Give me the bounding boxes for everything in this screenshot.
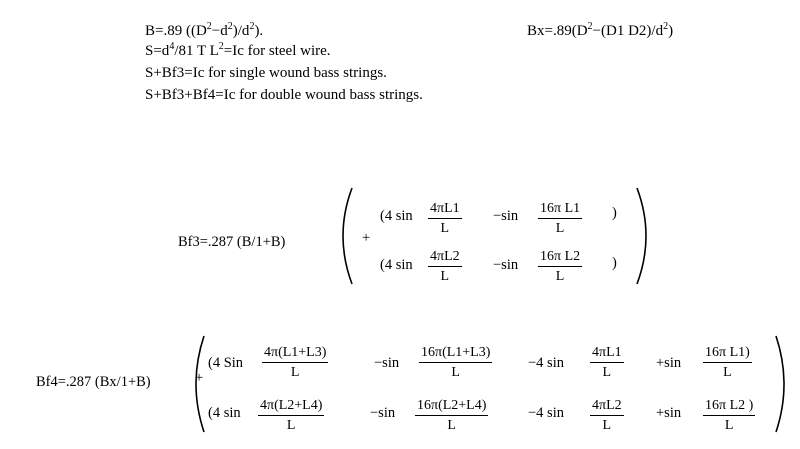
denominator: L	[451, 365, 460, 380]
denominator: L	[290, 365, 300, 380]
bf3-plus: +	[362, 230, 371, 246]
eq-text: )	[668, 23, 674, 39]
denominator: L	[447, 418, 456, 433]
equation-bx-definition	[527, 21, 674, 39]
numerator: 4πL1	[590, 346, 624, 363]
numerator: 16π L1	[538, 202, 582, 219]
exponent: 2	[587, 21, 593, 32]
denominator: L	[555, 221, 565, 236]
denominator: L	[440, 269, 450, 284]
bf3-row1-open: (4 sin	[380, 208, 413, 224]
bf4-right-paren	[772, 334, 794, 434]
numerator: 4π(L1+L3)	[262, 346, 328, 363]
bf3-row2-close: )	[612, 255, 617, 271]
bf4-row2-plus-sin: +sin	[656, 405, 682, 421]
eq-text: )/d	[232, 23, 250, 39]
denominator: L	[440, 221, 450, 236]
numerator: 16π(L1+L3)	[419, 346, 492, 363]
exponent: 2	[218, 41, 224, 52]
bf3-lhs: Bf3=.287 (B/1+B)	[178, 234, 286, 250]
denominator: L	[602, 418, 612, 433]
denominator: L	[602, 365, 612, 380]
bf3-row1-minus: −sin	[493, 208, 519, 224]
denominator: L	[724, 418, 734, 433]
exponent: 2	[206, 21, 212, 32]
bf4-row1-frac4	[703, 346, 752, 380]
eq-text: −(D1 D2)/d	[592, 23, 664, 39]
denominator: L	[723, 365, 732, 380]
eq-text: =Ic for steel wire.	[223, 43, 331, 59]
bf4-row1-minus-4sin: −4 sin	[528, 355, 564, 371]
bf3-row1-frac1	[428, 202, 462, 236]
exponent: 2	[227, 21, 233, 32]
bf3-right-paren	[633, 186, 657, 286]
bf4-lhs: Bf4=.287 (Bx/1+B)	[36, 374, 151, 390]
bf3-left-paren	[332, 186, 356, 286]
numerator: 4π(L2+L4)	[258, 399, 324, 416]
eq-text: B=.89 ((D	[145, 23, 207, 39]
numerator: 4πL2	[590, 399, 624, 416]
bf4-row1-frac2	[419, 346, 492, 380]
bf4-row1-frac3	[590, 346, 624, 380]
numerator: 4πL1	[428, 202, 462, 219]
bf4-row2-frac3	[590, 399, 624, 433]
numerator: 16π L2	[538, 250, 582, 267]
numerator: 16π L2 )	[703, 399, 755, 416]
eq-text: Bx=.89(D	[527, 23, 588, 39]
bf4-row2-minus-4sin: −4 sin	[528, 405, 564, 421]
exponent: 2	[663, 21, 669, 32]
bf3-row2-minus: −sin	[493, 257, 519, 273]
eq-text: S=d	[145, 43, 170, 59]
bf4-row2-frac2	[415, 399, 488, 433]
bf4-row2-frac1	[258, 399, 324, 433]
bf4-row1-plus-sin: +sin	[656, 355, 682, 371]
bf4-row2-frac4	[703, 399, 755, 433]
numerator: 16π(L2+L4)	[415, 399, 488, 416]
equation-b-definition	[145, 21, 264, 39]
bf3-row1-frac2	[538, 202, 582, 236]
denominator: L	[286, 418, 296, 433]
numerator: 16π L1)	[703, 346, 752, 363]
eq-text: /81 T L	[174, 43, 219, 59]
bf4-row1-frac1	[262, 346, 328, 380]
bf4-row1-open: (4 Sin	[208, 355, 244, 371]
exponent: 4	[169, 41, 175, 52]
bf4-row2-minus-sin: −sin	[370, 405, 396, 421]
denominator: L	[555, 269, 565, 284]
bf4-row1-minus-sin: −sin	[374, 355, 400, 371]
bf4-plus: +	[195, 370, 204, 386]
bf4-row2-open: (4 sin	[208, 405, 241, 421]
bf3-row2-open: (4 sin	[380, 257, 413, 273]
bf3-row2-frac1	[428, 250, 462, 284]
exponent: 2	[249, 21, 255, 32]
eq-text: ).	[254, 23, 264, 39]
equation-s-definition	[145, 41, 331, 59]
equation-single-wound: S+Bf3=Ic for single wound bass strings.	[145, 65, 387, 81]
bf3-row2-frac2	[538, 250, 582, 284]
numerator: 4πL2	[428, 250, 462, 267]
equation-double-wound: S+Bf3+Bf4=Ic for double wound bass strings.	[145, 87, 423, 103]
bf3-row1-close: )	[612, 205, 617, 221]
eq-text: −d	[211, 23, 228, 39]
